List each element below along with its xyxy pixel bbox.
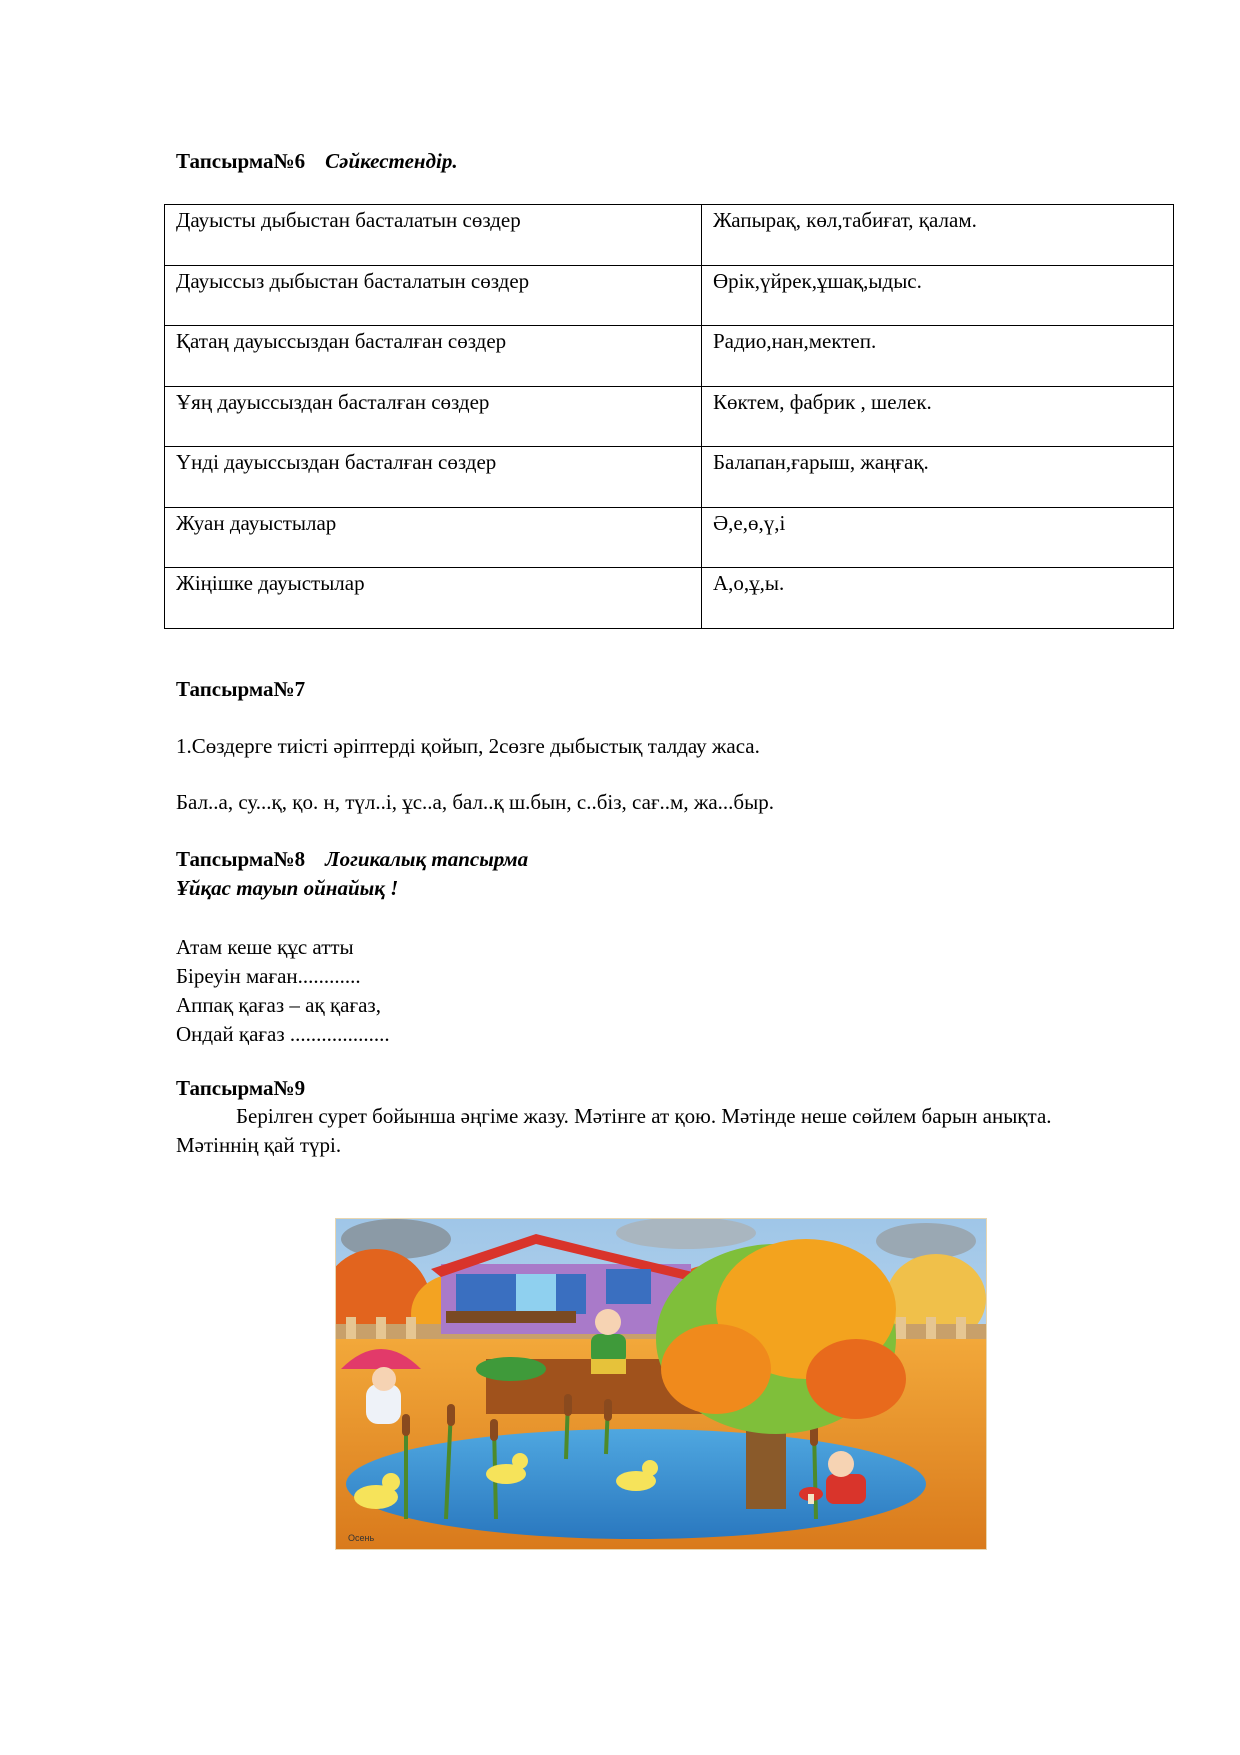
matching-row xyxy=(165,447,1174,508)
task6-heading xyxy=(176,148,458,174)
matching-row xyxy=(165,205,1174,266)
task8-poem xyxy=(176,933,390,1049)
category-cell: Дауыссыз дыбыстан басталатын сөздер xyxy=(165,265,702,326)
task6-subtitle: Сәйкестендір. xyxy=(325,149,458,173)
category-cell: Үнді дауыссыздан басталған сөздер xyxy=(165,447,702,508)
autumn-illustration xyxy=(335,1218,987,1550)
task9-number: Тапсырма№9 xyxy=(176,1076,306,1100)
words-cell: А,о,ұ,ы. xyxy=(702,568,1174,629)
picture-caption: Осень xyxy=(348,1533,375,1543)
task6-number: Тапсырма№6 xyxy=(176,149,306,173)
category-cell: Қатаң дауыссыздан басталған сөздер xyxy=(165,326,702,387)
words-cell: Балапан,ғарыш, жаңғақ. xyxy=(702,447,1174,508)
autumn-scene-image xyxy=(336,1219,986,1549)
matching-row xyxy=(165,568,1174,629)
matching-row xyxy=(165,386,1174,447)
task8-heading xyxy=(176,846,528,872)
category-cell: Жіңішке дауыстылар xyxy=(165,568,702,629)
task9-text: Берілген сурет бойынша әңгіме жазу. Мәтінге ат қою. Мәтінде неше сөйлем барын анықта. Мәтіннің қай түрі. xyxy=(176,1104,1052,1158)
matching-row xyxy=(165,507,1174,568)
matching-row xyxy=(165,265,1174,326)
poem-line: Атам кеше құс атты xyxy=(176,935,354,959)
task7-instruction: 1.Сөздерге тиісті әріптерді қойып, 2сөзге дыбыстық талдау жаса. xyxy=(176,734,760,758)
words-cell: Өрік,үйрек,ұшақ,ыдыс. xyxy=(702,265,1174,326)
category-cell: Ұяң дауыссыздан басталған сөздер xyxy=(165,386,702,447)
task7-words: Бал..а, су...қ, қо. н, түл..і, ұс..а, бал..қ ш.бын, с..біз, сағ..м, жа...быр. xyxy=(176,790,774,814)
task8-number: Тапсырма№8 xyxy=(176,847,306,871)
poem-line: Біреуін маған............ xyxy=(176,964,361,988)
category-cell: Жуан дауыстылар xyxy=(165,507,702,568)
words-cell: Радио,нан,мектеп. xyxy=(702,326,1174,387)
poem-line: Ондай қағаз ................... xyxy=(176,1022,390,1046)
words-cell: Жапырақ, көл,табиғат, қалам. xyxy=(702,205,1174,266)
matching-row xyxy=(165,326,1174,387)
category-cell: Дауысты дыбыстан басталатын сөздер xyxy=(165,205,702,266)
poem-line: Аппақ қағаз – ақ қағаз, xyxy=(176,993,381,1017)
task8-subtitle: Логикалық тапсырма xyxy=(325,847,529,871)
words-cell: Ә,е,ө,ү,і xyxy=(702,507,1174,568)
words-cell: Көктем, фабрик , шелек. xyxy=(702,386,1174,447)
task7-number: Тапсырма№7 xyxy=(176,677,306,701)
task8-subtitle2: Ұйқас тауып ойнайық ! xyxy=(176,876,399,900)
matching-table xyxy=(164,204,1174,629)
